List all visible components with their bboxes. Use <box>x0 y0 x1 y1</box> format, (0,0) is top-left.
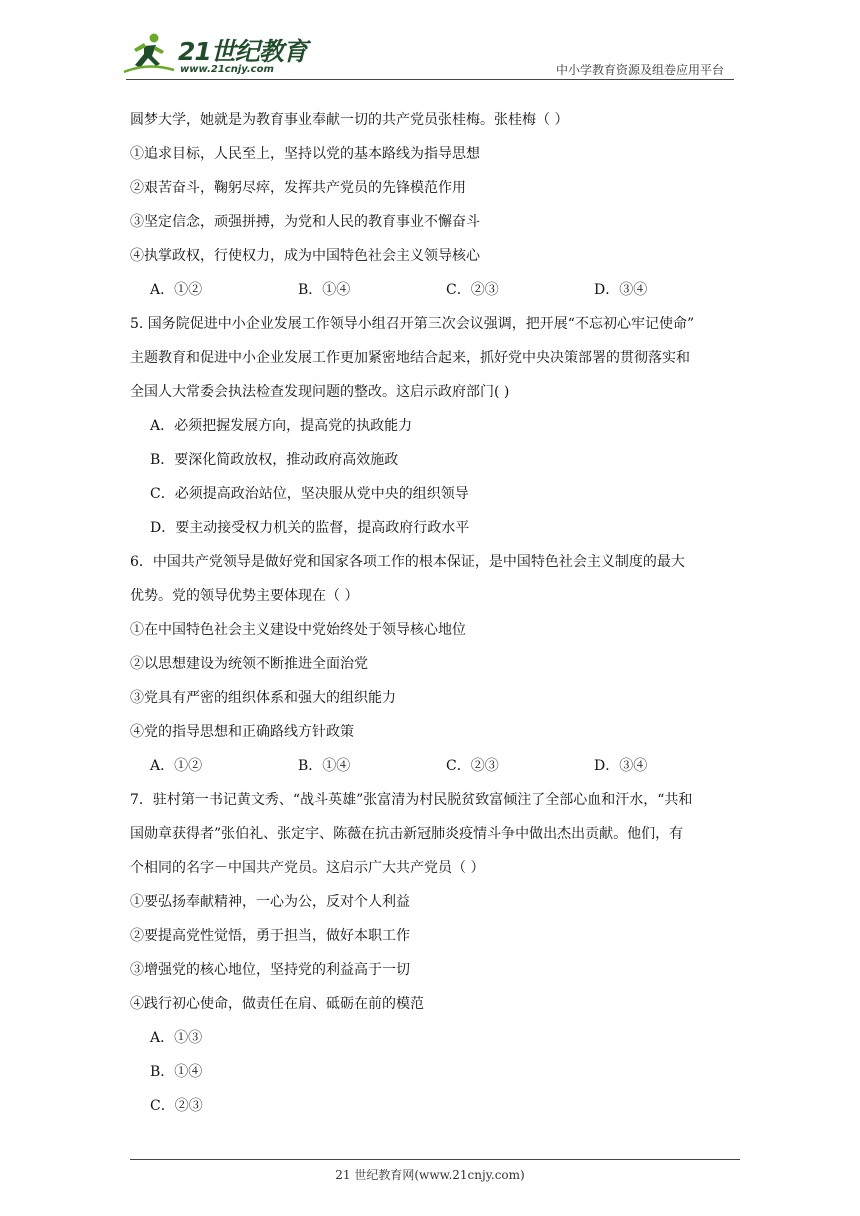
q7-item-2: ②要提高党性觉悟，勇于担当，做好本职工作 <box>130 928 410 944</box>
page-header <box>0 0 860 90</box>
q5-option-d[interactable]: D．要主动接受权力机关的监督，提高政府行政水平 <box>150 520 470 536</box>
q4-item-2: ②艰苦奋斗，鞠躬尽瘁，发挥共产党员的先锋模范作用 <box>130 180 466 196</box>
q6-choice-a[interactable]: A．①② <box>150 758 203 774</box>
q6-choices <box>130 752 742 786</box>
q5-stem-2: 主题教育和促进中小企业发展工作更加紧密地结合起来，抓好党中央决策部署的贯彻落实和 <box>130 350 690 366</box>
q7-item-3: ③增强党的核心地位，坚持党的利益高于一切 <box>130 962 410 978</box>
logo-wordmark: 21世纪教育 <box>178 37 307 66</box>
q4-choice-a[interactable]: A．①② <box>150 282 203 298</box>
q7-item-4: ④践行初心使命，做责任在肩、砥砺在前的模范 <box>130 996 424 1012</box>
q7-option-a[interactable]: A．①③ <box>150 1030 203 1046</box>
q6-item-4: ④党的指导思想和正确路线方针政策 <box>130 724 354 740</box>
q5-option-a[interactable]: A．必须把握发展方向，提高党的执政能力 <box>150 418 413 434</box>
footer-divider <box>130 1159 740 1160</box>
q7-stem-3: 个相同的名字－中国共产党员。这启示广大共产党员（ ） <box>130 860 485 876</box>
footer-link[interactable]: 21 世纪教育网(www.21cnjy.com) <box>335 1168 525 1182</box>
logo-url: www.21cnjy.com <box>180 64 274 75</box>
q4-stem-end: 圆梦大学，她就是为教育事业奉献一切的共产党员张桂梅。张桂梅（ ） <box>130 112 569 128</box>
platform-title: 中小学教育资源及组卷应用平台 <box>555 63 724 77</box>
q5-option-c[interactable]: C．必须提高政治站位，坚决服从党中央的组织领导 <box>150 486 469 502</box>
q6-choice-c[interactable]: C．②③ <box>446 758 499 774</box>
q4-choice-b[interactable]: B．①④ <box>298 282 351 298</box>
q7-stem-2: 国勋章获得者”张伯礼、张定宇、陈薇在抗击新冠肺炎疫情斗争中做出杰出贡献。他们，有 <box>130 826 684 842</box>
document-body <box>130 106 742 1126</box>
q7-item-1: ①要弘扬奉献精神，一心为公，反对个人利益 <box>130 894 410 910</box>
q6-item-1: ①在中国特色社会主义建设中党始终处于领导核心地位 <box>130 622 466 638</box>
q7-option-c[interactable]: C．②③ <box>150 1098 203 1114</box>
q4-choice-c[interactable]: C．②③ <box>446 282 499 298</box>
header-divider <box>126 79 734 80</box>
q4-item-3: ③坚定信念，顽强拼搏，为党和人民的教育事业不懈奋斗 <box>130 214 480 230</box>
q6-item-3: ③党具有严密的组织体系和强大的组织能力 <box>130 690 396 706</box>
q6-stem-1: 6．中国共产党领导是做好党和国家各项工作的根本保证，是中国特色社会主义制度的最大 <box>130 554 685 570</box>
q4-choice-d[interactable]: D．③④ <box>594 282 648 298</box>
q5-stem-3: 全国人大常委会执法检查发现问题的整改。这启示政府部门( ) <box>130 384 510 400</box>
q4-choices <box>130 276 742 310</box>
q4-item-4: ④执掌政权，行使权力，成为中国特色社会主义领导核心 <box>130 248 480 264</box>
q5-option-b[interactable]: B．要深化简政放权，推动政府高效施政 <box>150 452 399 468</box>
q7-option-b[interactable]: B．①④ <box>150 1064 203 1080</box>
q6-stem-2: 优势。党的领导优势主要体现在（ ） <box>130 588 359 604</box>
runner-icon <box>122 32 176 76</box>
q4-item-1: ①追求目标，人民至上，坚持以党的基本路线为指导思想 <box>130 146 480 162</box>
q6-item-2: ②以思想建设为统领不断推进全面治党 <box>130 656 368 672</box>
q7-stem-1: 7．驻村第一书记黄文秀、“战斗英雄”张富清为村民脱贫致富倾注了全部心血和汗水，“共和 <box>130 792 693 808</box>
q6-choice-b[interactable]: B．①④ <box>298 758 351 774</box>
q5-stem-1: 5. 国务院促进中小企业发展工作领导小组召开第三次会议强调，把开展“不忘初心牢记使命” <box>130 316 695 332</box>
site-logo[interactable] <box>122 30 307 80</box>
q6-choice-d[interactable]: D．③④ <box>594 758 648 774</box>
